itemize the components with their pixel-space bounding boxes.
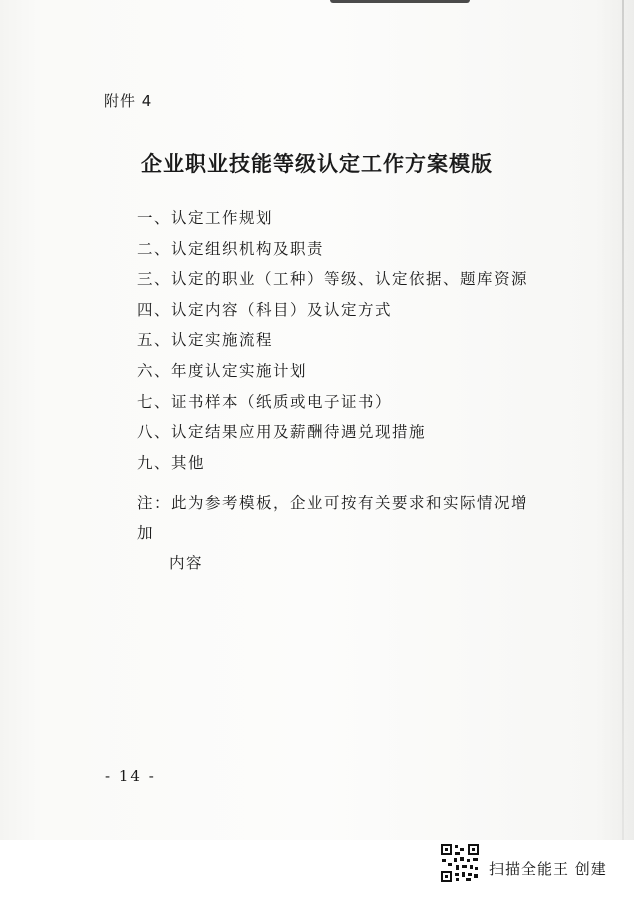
- list-item: 三、认定的职业（工种）等级、认定依据、题库资源: [137, 270, 529, 289]
- note-line: 注：此为参考模板，企业可按有关要求和实际情况增加: [137, 494, 529, 542]
- list-item: 七、证书样本（纸质或电子证书）: [137, 392, 393, 411]
- note-line-continuation: 内容: [169, 554, 204, 572]
- qr-code-icon: [440, 843, 480, 883]
- list-item: 九、其他: [137, 453, 206, 472]
- list-item: 五、认定实施流程: [137, 331, 274, 350]
- list-item: 四、认定内容（科目）及认定方式: [137, 300, 393, 319]
- note-paragraph: [137, 488, 537, 578]
- attachment-label: 附件 4: [104, 92, 153, 110]
- scan-shadow: [330, 0, 470, 3]
- page-edge: [622, 0, 624, 840]
- document-title: 企业职业技能等级认定工作方案模版: [141, 152, 493, 176]
- scanner-watermark-text: 扫描全能王 创建: [489, 860, 607, 878]
- list-item: 八、认定结果应用及薪酬待遇兑现措施: [137, 423, 427, 442]
- list-item: 二、认定组织机构及职责: [137, 239, 325, 258]
- list-item: 一、认定工作规划: [137, 209, 274, 227]
- outline-list: [137, 203, 528, 478]
- page-number: - 14 -: [105, 767, 156, 785]
- list-item: 六、年度认定实施计划: [137, 361, 308, 380]
